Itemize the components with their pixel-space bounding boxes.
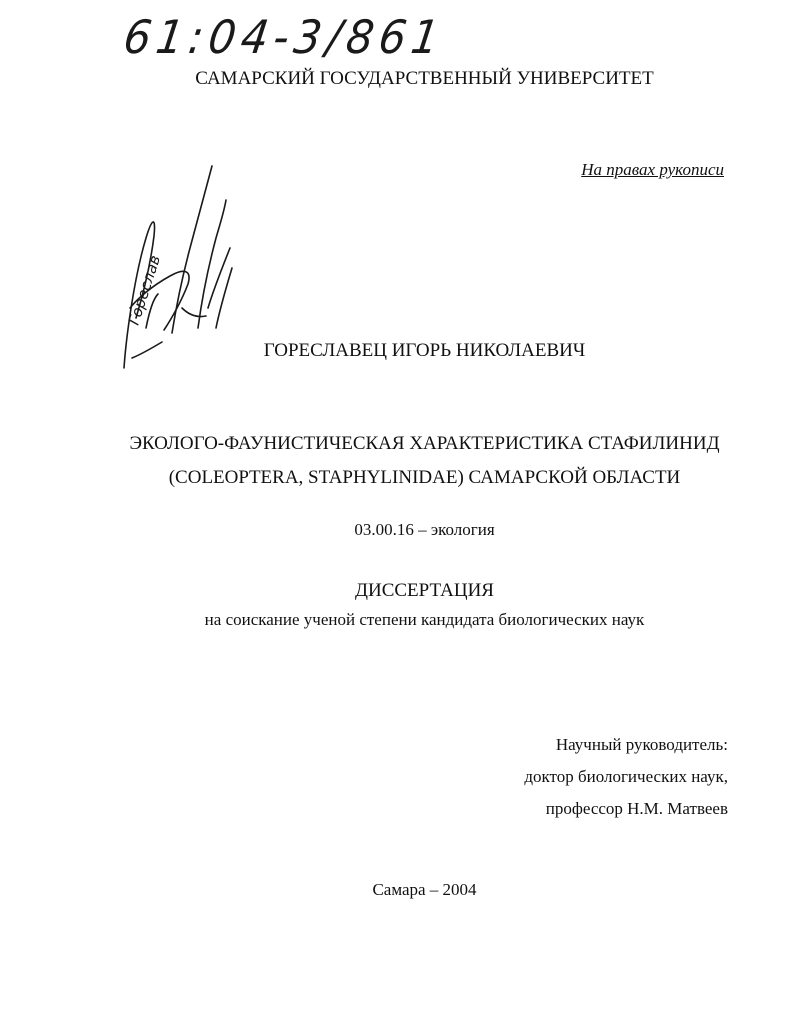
rights-note: На правах рукописи: [581, 160, 724, 179]
document-type: ДИССЕРТАЦИЯ: [355, 580, 494, 601]
title-line-2: (COLEOPTERA, STAPHYLINIDAE) САМАРСКОЙ ОБЛАСТИ: [168, 467, 681, 488]
title-line-1: ЭКОЛОГО-ФАУНИСТИЧЕСКАЯ ХАРАКТЕРИСТИКА СТАФИЛИНИД: [129, 433, 720, 454]
place-and-year: Самара – 2004: [372, 880, 477, 899]
signature-label: Гореслав: [124, 253, 165, 328]
supervisor-degree: доктор биологических наук,: [524, 767, 728, 786]
inventory-number: 61:04-3/861: [120, 10, 448, 64]
supervisor-name: профессор Н.М. Матвеев: [545, 799, 728, 818]
specialty-code: 03.00.16 – экология: [354, 520, 495, 539]
supervisor-role: Научный руководитель:: [555, 735, 728, 754]
dissertation-title: [0, 427, 791, 495]
university-name: САМАРСКИЙ ГОСУДАРСТВЕННЫЙ УНИВЕРСИТЕТ: [195, 68, 654, 89]
supervisor-block: [524, 729, 728, 825]
author-name: ГОРЕСЛАВЕЦ ИГОРЬ НИКОЛАЕВИЧ: [263, 340, 586, 361]
degree-sought: на соискание ученой степени кандидата биологических наук: [204, 610, 645, 629]
